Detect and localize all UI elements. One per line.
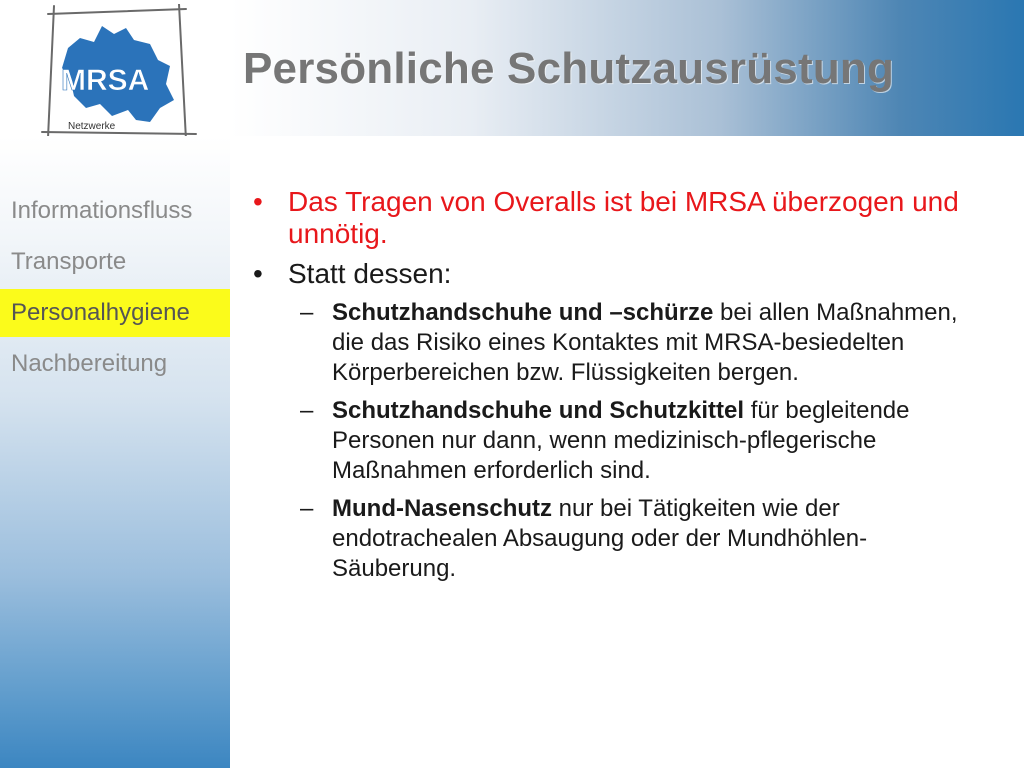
subitem-bold-text: Mund-Nasenschutz [332,495,553,522]
logo-frame-top [48,9,186,14]
bullet-marker: • [253,186,263,217]
sidebar-item-transporte[interactable] [0,238,230,286]
bullet-item-statt-dessen [250,258,990,290]
logo-mrsa-text: MRSA [61,64,150,97]
subitem-handschuhe-schuerze [250,298,980,388]
mrsa-network-logo [40,4,200,154]
slide-content [250,186,990,592]
logo-frame-right [179,4,186,140]
sidebar-item-label: Nachbereitung [11,350,168,377]
slide-title: Persönliche Schutzausrüstung [243,44,895,93]
subitem-handschuhe-kittel [250,396,980,486]
subitem-text: bei allen Maßnahmen, die das Risiko eines Kontaktes mit MRSA-besiedelten Körperbereichen bzw. Flüssigkeiten bergen. [332,299,958,386]
logo-subtitle-line1: Netzwerke [68,121,116,132]
sidebar-nav [0,136,230,768]
dash-marker: – [300,299,314,326]
sidebar-item-label: Personalhygiene [11,299,190,326]
subitem-bold-text: Schutzhandschuhe und –schürze [332,299,714,326]
dash-marker: – [300,397,314,424]
bullet-item-overalls [250,186,990,250]
sidebar-item-informationsfluss[interactable] [0,187,230,235]
sidebar-item-label: Transporte [11,248,127,275]
bullet-text: Statt dessen: [288,258,452,289]
dash-marker: – [300,495,314,522]
sidebar-item-personalhygiene[interactable] [0,289,230,337]
subitem-text: nur bei Tätigkeiten wie der endotrachealen Absaugung oder der Mundhöhlen-Säuberung. [332,495,868,582]
subitem-bold-text: Schutzhandschuhe und Schutzkittel [332,397,745,424]
sidebar-item-label: Informationsfluss [11,197,193,224]
subitem-mund-nasenschutz [250,494,980,584]
subitem-text: für begleitende Personen nur dann, wenn medizinisch-pflegerische Maßnahmen erforderlich sind. [332,397,910,484]
logo-frame-left [48,6,54,138]
sidebar-item-nachbereitung[interactable] [0,340,230,388]
bullet-marker: • [253,258,263,289]
logo-frame-bottom [42,132,196,134]
bullet-text: Das Tragen von Overalls ist bei MRSA überzogen und unnötig. [288,186,959,249]
logo-graphic [40,4,200,154]
